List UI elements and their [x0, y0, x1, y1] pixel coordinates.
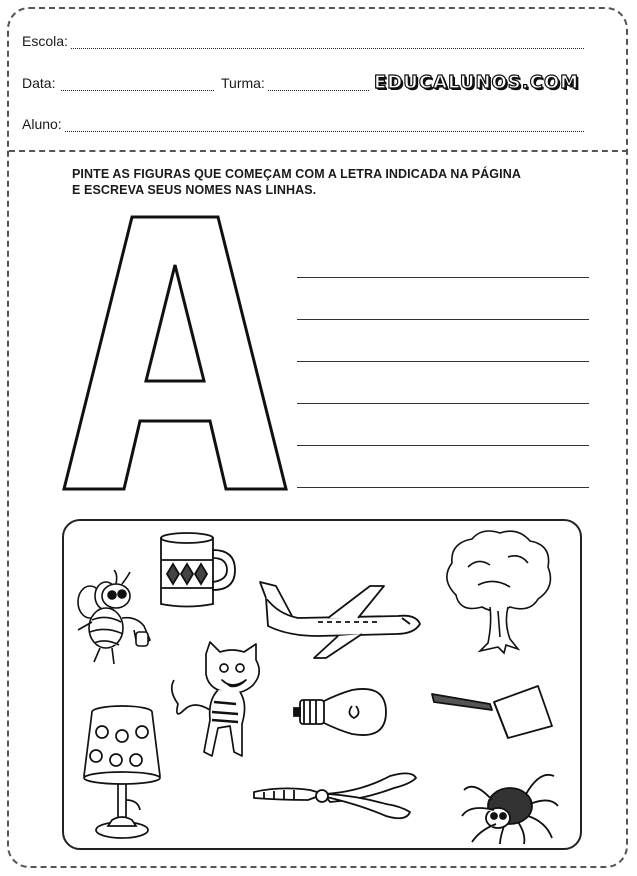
bee-icon[interactable]: [72, 570, 158, 670]
student-label: Aluno:: [22, 116, 62, 132]
date-line[interactable]: [61, 78, 214, 91]
instruction-line-2: E ESCREVA SEUS NOMES NAS LINHAS.: [72, 183, 317, 197]
instructions: [72, 166, 602, 198]
class-line[interactable]: [268, 78, 369, 91]
airplane-icon[interactable]: [258, 578, 424, 660]
spider-icon[interactable]: [460, 760, 560, 846]
class-label: Turma:: [221, 75, 265, 91]
writing-line-4[interactable]: [297, 403, 589, 404]
school-label: Escola:: [22, 33, 68, 49]
dustpan-icon[interactable]: [428, 680, 554, 740]
date-field[interactable]: [22, 75, 214, 91]
brand-logo: EDUCALUNOS.COM: [374, 72, 580, 93]
tree-icon[interactable]: [438, 527, 556, 659]
date-label: Data:: [22, 75, 56, 91]
school-line[interactable]: [71, 36, 584, 49]
letter-a-outline: [62, 215, 288, 491]
school-field[interactable]: [22, 33, 584, 49]
instruction-line-1: PINTE AS FIGURAS QUE COMEÇAM COM A LETRA INDICADA NA PÁGINA: [72, 167, 521, 181]
header-divider: [9, 150, 628, 152]
lamp-icon[interactable]: [82, 704, 166, 840]
student-field[interactable]: [22, 116, 584, 132]
writing-line-3[interactable]: [297, 361, 589, 362]
pliers-icon[interactable]: [250, 770, 420, 822]
writing-line-1[interactable]: [297, 277, 589, 278]
cat-icon[interactable]: [164, 640, 270, 774]
light-bulb-icon[interactable]: [292, 684, 388, 740]
class-field[interactable]: [221, 75, 369, 91]
mug-icon[interactable]: [155, 530, 239, 610]
writing-line-2[interactable]: [297, 319, 589, 320]
writing-line-6[interactable]: [297, 487, 589, 488]
writing-line-5[interactable]: [297, 445, 589, 446]
student-line[interactable]: [65, 119, 584, 132]
